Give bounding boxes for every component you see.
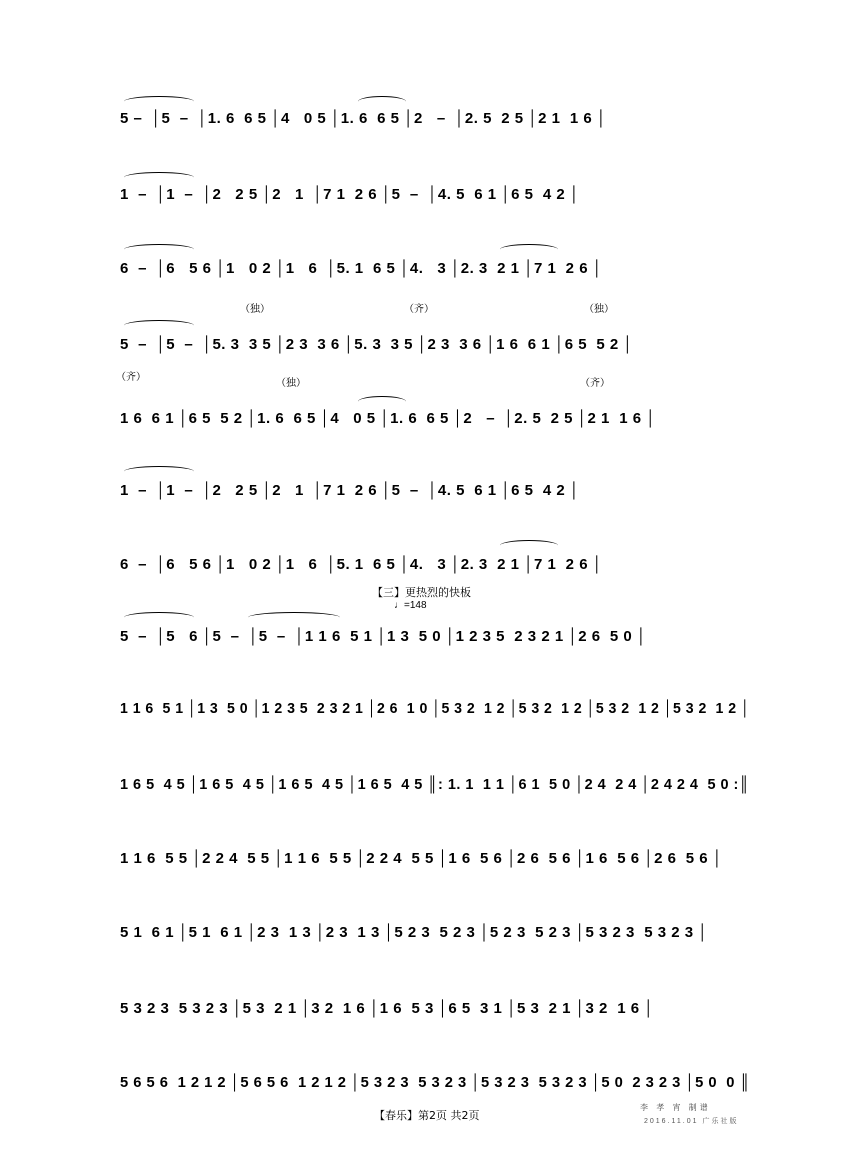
notation-line: 6 – │6 5 6 │1 0 2 │1 6 │5. 1 6 5 │4. 3 │2. 3 2 1 │7 1 2 6 │ bbox=[120, 260, 603, 277]
slur bbox=[124, 320, 194, 331]
section-title: 【三】更热烈的快板 bbox=[372, 586, 471, 599]
solo-label: （独） bbox=[276, 378, 306, 389]
credit-date: 2016.11.01 广乐社版 bbox=[644, 1118, 739, 1125]
notation-line: 1 6 5 4 5 │1 6 5 4 5 │1 6 5 4 5 │1 6 5 4 5 ║: 1. 1 1 1 │6 1 5 0 │2 4 2 4 │2 4 2 4 5 0 :║ bbox=[120, 776, 750, 793]
notation-line: 1 1 6 5 5 │2 2 4 5 5 │1 1 6 5 5 │2 2 4 5 5 │1 6 5 6 │2 6 5 6 │1 6 5 6 │2 6 5 6 │ bbox=[120, 850, 723, 867]
slur bbox=[124, 466, 194, 477]
score-row-8 bbox=[0, 622, 864, 662]
slur bbox=[358, 396, 406, 407]
score-row-2 bbox=[0, 180, 864, 220]
tempo-mark: ♩=148 bbox=[394, 600, 427, 611]
score-row-12 bbox=[0, 918, 864, 958]
page-footer: 【春乐】第2页 共2页 bbox=[374, 1109, 480, 1122]
score-row-6 bbox=[0, 476, 864, 516]
solo-label: （独） bbox=[240, 304, 270, 315]
notation-line: 1 – │1 – │2 2 5 │2 1 │7 1 2 6 │5 – │4. 5 6 1 │6 5 4 2 │ bbox=[120, 186, 580, 203]
score-row-5 bbox=[0, 404, 864, 444]
notation-line: 1 – │1 – │2 2 5 │2 1 │7 1 2 6 │5 – │4. 5 6 1 │6 5 4 2 │ bbox=[120, 482, 580, 499]
arranger-credit: 李 孝 宵 制谱 bbox=[640, 1103, 711, 1112]
score-row-1 bbox=[0, 104, 864, 144]
tutti-label: （齐） bbox=[116, 372, 146, 383]
notation-line: 5 1 6 1 │5 1 6 1 │2 3 1 3 │2 3 1 3 │5 2 3 5 2 3 │5 2 3 5 2 3 │5 3 2 3 5 3 2 3 │ bbox=[120, 924, 709, 941]
score-row-3 bbox=[0, 254, 864, 294]
notation-line: 1 6 6 1 │6 5 5 2 │1. 6 6 5 │4 0 5 │1. 6 6 5 │2 – │2. 5 2 5 │2 1 1 6 │ bbox=[120, 410, 657, 427]
score-row-11 bbox=[0, 844, 864, 884]
notation-line: 5 – │5 – │1. 6 6 5 │4 0 5 │1. 6 6 5 │2 – │2. 5 2 5 │2 1 1 6 │ bbox=[120, 110, 607, 127]
tutti-label: （齐） bbox=[404, 304, 434, 315]
score-row-14 bbox=[0, 1068, 864, 1108]
slur bbox=[358, 96, 406, 107]
notation-line: 6 – │6 5 6 │1 0 2 │1 6 │5. 1 6 5 │4. 3 │2. 3 2 1 │7 1 2 6 │ bbox=[120, 556, 603, 573]
score-row-13 bbox=[0, 994, 864, 1034]
slur bbox=[500, 540, 558, 551]
notation-line: 5 6 5 6 1 2 1 2 │5 6 5 6 1 2 1 2 │5 3 2 3 5 3 2 3 │5 3 2 3 5 3 2 3 │5 0 2 3 2 3 │5 0 0 ║ bbox=[120, 1074, 751, 1091]
solo-label: （独） bbox=[584, 304, 614, 315]
slur bbox=[124, 172, 194, 183]
score-row-9 bbox=[0, 694, 864, 734]
slur bbox=[124, 96, 194, 107]
slur bbox=[124, 612, 194, 623]
tutti-label: （齐） bbox=[580, 378, 610, 389]
slur bbox=[124, 244, 194, 255]
score-row-10 bbox=[0, 770, 864, 810]
notation-line: 5 – │5 6 │5 – │5 – │1 1 6 5 1 │1 3 5 0 │1 2 3 5 2 3 2 1 │2 6 5 0 │ bbox=[120, 628, 647, 645]
slur bbox=[248, 612, 340, 623]
slur bbox=[500, 244, 558, 255]
notation-line: 5 – │5 – │5. 3 3 5 │2 3 3 6 │5. 3 3 5 │2 3 3 6 │1 6 6 1 │6 5 5 2 │ bbox=[120, 336, 634, 353]
score-row-4 bbox=[0, 330, 864, 370]
notation-line: 1 1 6 5 1 │1 3 5 0 │1 2 3 5 2 3 2 1 │2 6 1 0 │5 3 2 1 2 │5 3 2 1 2 │5 3 2 1 2 │5 3 2 1 2 │ bbox=[120, 700, 751, 717]
notation-line: 5 3 2 3 5 3 2 3 │5 3 2 1 │3 2 1 6 │1 6 5 3 │6 5 3 1 │5 3 2 1 │3 2 1 6 │ bbox=[120, 1000, 655, 1017]
